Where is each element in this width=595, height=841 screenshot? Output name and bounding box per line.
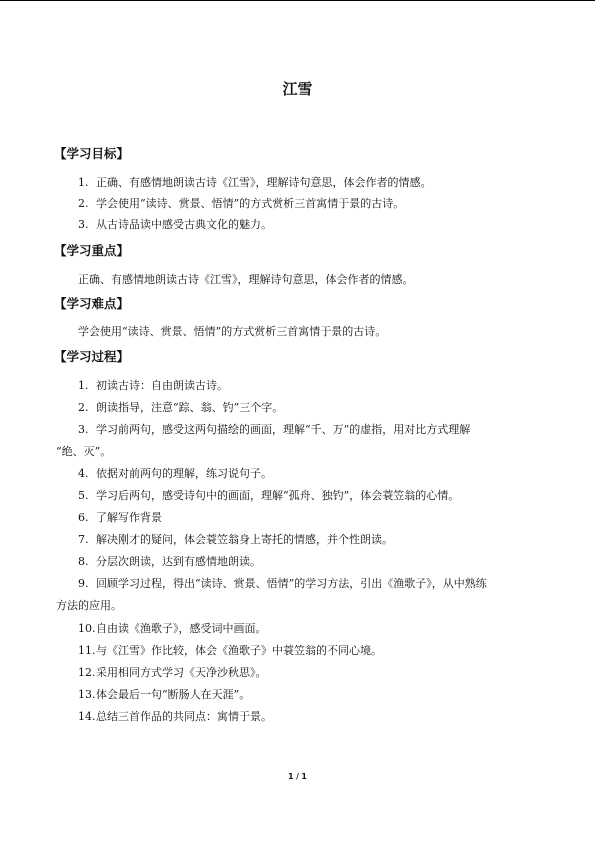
goal-item: 3. 从古诗品读中感受古典文化的魅力。 xyxy=(78,218,272,231)
focus-text: 正确、有感情地朗读古诗《江雪》，理解诗句意思，体会作者的情感。 xyxy=(78,273,414,286)
process-item: 3. 学习前两句，感受这两句描绘的画面，理解“千、万”的虚指，用对比方式理解 xyxy=(78,423,471,436)
page-number: 1 / 1 xyxy=(288,772,307,781)
process-heading: 【学习过程】 xyxy=(54,349,130,364)
process-item: 14.总结三首作品的共同点：寓情于景。 xyxy=(78,710,272,723)
difficulty-heading: 【学习难点】 xyxy=(54,296,130,311)
process-item-continuation: 方法的应用。 xyxy=(56,599,122,612)
process-item: 11.与《江雪》作比较，体会《渔歌子》中蓑笠翁的不同心境。 xyxy=(78,644,382,657)
process-item: 9. 回顾学习过程，得出“读诗、赏景、悟情”的学习方法，引出《渔歌子》，从中熟练 xyxy=(78,577,487,590)
process-item: 6. 了解写作背景 xyxy=(78,511,162,524)
focus-heading: 【学习重点】 xyxy=(54,243,130,258)
goal-item: 1. 正确、有感情地朗读古诗《江雪》，理解诗句意思，体会作者的情感。 xyxy=(78,176,432,189)
process-item: 8. 分层次朗读，达到有感情地朗读。 xyxy=(78,555,261,568)
process-item: 7. 解决刚才的疑问，体会蓑笠翁身上寄托的情感，并个性朗读。 xyxy=(78,533,393,546)
process-item: 13.体会最后一句“断肠人在天涯”。 xyxy=(78,688,251,701)
process-item: 4. 依据对前两句的理解，练习说句子。 xyxy=(78,467,272,480)
difficulty-text: 学会使用“读诗、赏景、悟情”的方式赏析三首寓情于景的古诗。 xyxy=(78,325,387,338)
process-item: 1. 初读古诗：自由朗读古诗。 xyxy=(78,379,228,392)
process-item-continuation: “绝、灭”。 xyxy=(56,445,112,458)
process-item: 10.自由读《渔歌子》，感受词中画面。 xyxy=(78,622,267,635)
process-item: 2. 朗读指导，注意“踪、翁、钓”三个字。 xyxy=(78,401,284,414)
document-title: 江雪 xyxy=(282,80,313,98)
process-item: 12.采用相同方式学习《天净沙秋思》。 xyxy=(78,666,267,679)
page-top-border xyxy=(0,0,595,1)
goal-item: 2. 学会使用“读诗、赏景、悟情”的方式赏析三首寓情于景的古诗。 xyxy=(78,197,405,210)
goals-heading: 【学习目标】 xyxy=(54,146,130,161)
process-item: 5. 学习后两句，感受诗句中的画面，理解“孤舟、独钓”，体会蓑笠翁的心情。 xyxy=(78,489,460,502)
